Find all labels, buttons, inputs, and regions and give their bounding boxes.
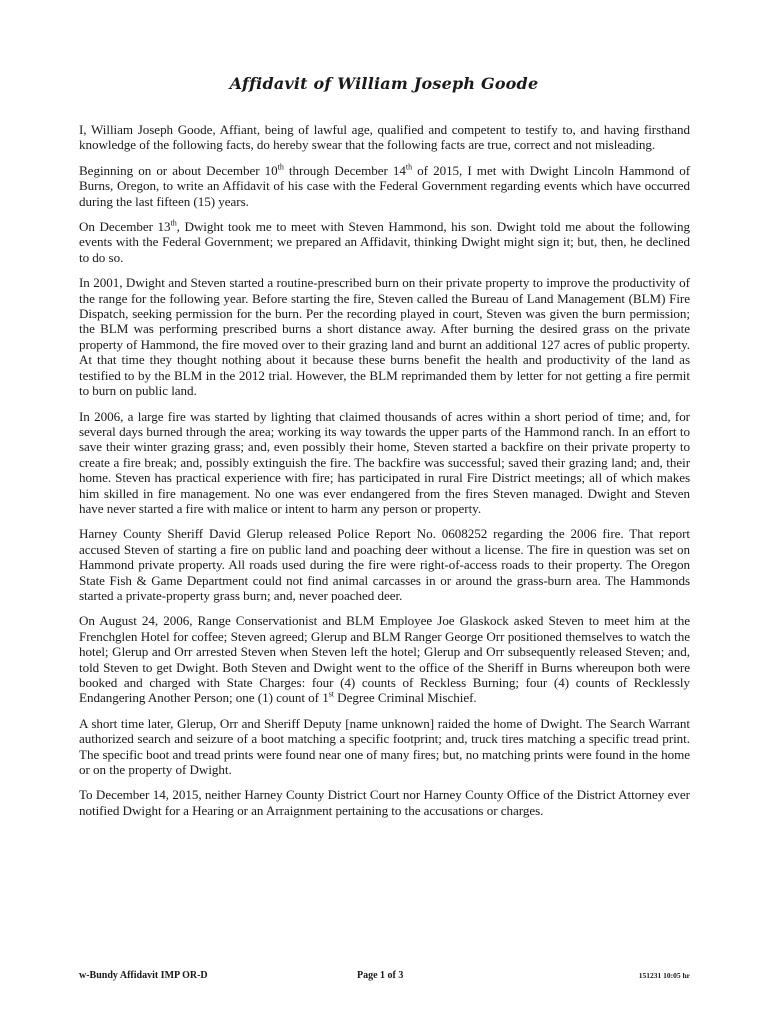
- page-footer: [79, 970, 690, 984]
- paragraph-3-text-a: On December 13: [79, 219, 171, 235]
- paragraph-3: [79, 219, 690, 265]
- paragraph-7-text-a: On August 24, 2006, Range Conservationist and BLM Employee Joe Glaskock asked Steven to meet him at the Frenchglen Hotel for coffee; Steven agreed; Glerup and BLM Ranger George Orr positioned themselves to watch the hotel; Glerup and Orr arrested Steven when Steven left the hotel; Glerup and Orr subsequently released Steven; and, told Steven to get Dwight. Both Steven and Dwight went to the office of the Sheriff in Burns whereupon both were booked and charged with State Charges: four (4) counts of Reckless Burning; four (4) counts of Recklessly Endangering Another Person; one (1) count of 1: [79, 613, 690, 706]
- document-title: Affidavit of William Joseph Goode: [229, 74, 539, 93]
- paragraph-3-text-b: , Dwight took me to meet with Steven Hammond, his son. Dwight told me about the following events with the Federal Government; we prepared an Affidavit, thinking Dwight might sign it; but, then, he declined to do so.: [79, 219, 690, 265]
- paragraph-2-text-a: Beginning on or about December 10: [79, 162, 278, 178]
- paragraph-2-text-c: of 2015, I met with Dwight Lincoln Hammond of Burns, Oregon, to write an Affidavit of his case with the Federal Government regarding events which have occurred during the last fifteen (15) years.: [79, 162, 690, 209]
- paragraph-6: Harney County Sheriff David Glerup released Police Report No. 0608252 regarding the 2006 fire. That report accused Steven of starting a fire on public land and poaching deer without a license. The fire in question was set on Hammond private property. All roads used during the fire were right-of-access roads to their property. The Oregon State Fish & Game Department could not find animal carcasses in or around the grass-burn area. The Hammonds started a private-property grass burn; and, never poached deer.: [79, 526, 690, 603]
- paragraph-4: In 2001, Dwight and Steven started a routine-prescribed burn on their private property to improve the productivity of the range for the following year. Before starting the fire, Steven called the Bureau of Land Management (BLM) Fire Dispatch, seeking permission for the burn. Per the recording played in court, Steven was given the burn permission; the BLM was performing prescribed burns a short distance away. After burning the desired grass on the private property of Hammond, the fire moved over to their grazing land and burnt an additional 127 acres of public property. At that time they thought nothing about it because these burns benefit the health and productivity of the land as testified to by the BLM in the 2012 trial. However, the BLM reprimanded them by letter for not getting a fire permit to burn on public land.: [79, 275, 690, 399]
- paragraph-8: A short time later, Glerup, Orr and Sheriff Deputy [name unknown] raided the home of Dwight. The Search Warrant authorized search and seizure of a boot matching a specific footprint; and, truck tires matching a specific tread print. The specific boot and tread prints were found near one of many fires; but, no matching prints were found in the home or on the property of Dwight.: [79, 715, 690, 778]
- paragraph-7: [79, 613, 690, 705]
- paragraph-2: [79, 163, 690, 209]
- superscript: st: [328, 690, 334, 700]
- footer-page-number: Page 1 of 3: [357, 970, 404, 981]
- paragraph-2-text-b: through December 14: [283, 162, 406, 178]
- footer-document-id: w-Bundy Affidavit IMP OR-D: [79, 970, 208, 981]
- footer-timestamp: 151231 10:05 hr: [638, 971, 690, 980]
- paragraph-1: I, William Joseph Goode, Affiant, being of lawful age, qualified and competent to testify to, and having firsthand knowledge of the following facts, do hereby swear that the following facts are true, correct and not misleading.: [79, 122, 690, 153]
- document-body: [79, 122, 690, 828]
- superscript: th: [277, 162, 284, 172]
- paragraph-7-text-b: Degree Criminal Mischief.: [333, 690, 477, 706]
- paragraph-9: To December 14, 2015, neither Harney County District Court nor Harney County Office of the District Attorney ever notified Dwight for a Hearing or an Arraignment pertaining to the accusations or charges.: [79, 787, 690, 818]
- superscript: th: [405, 162, 413, 172]
- paragraph-5: In 2006, a large fire was started by lighting that claimed thousands of acres within a short period of time; and, for several days burned through the area; working its way towards the upper parts of the Hammond ranch. In an effort to save their winter grazing grass; and, even possibly their home, Steven started a backfire on their private property to create a fire break; and, possibly extinguish the fire. The backfire was successful; saved their grazing land; and, their home. Steven has practical experience with fire; has participated in rural Fire District meetings; all of which makes him skilled in fire management. No one was ever endangered from the fires Steven managed. Dwight and Steven have never started a fire with malice or intent to harm any person or property.: [79, 408, 690, 516]
- superscript: th: [170, 218, 177, 228]
